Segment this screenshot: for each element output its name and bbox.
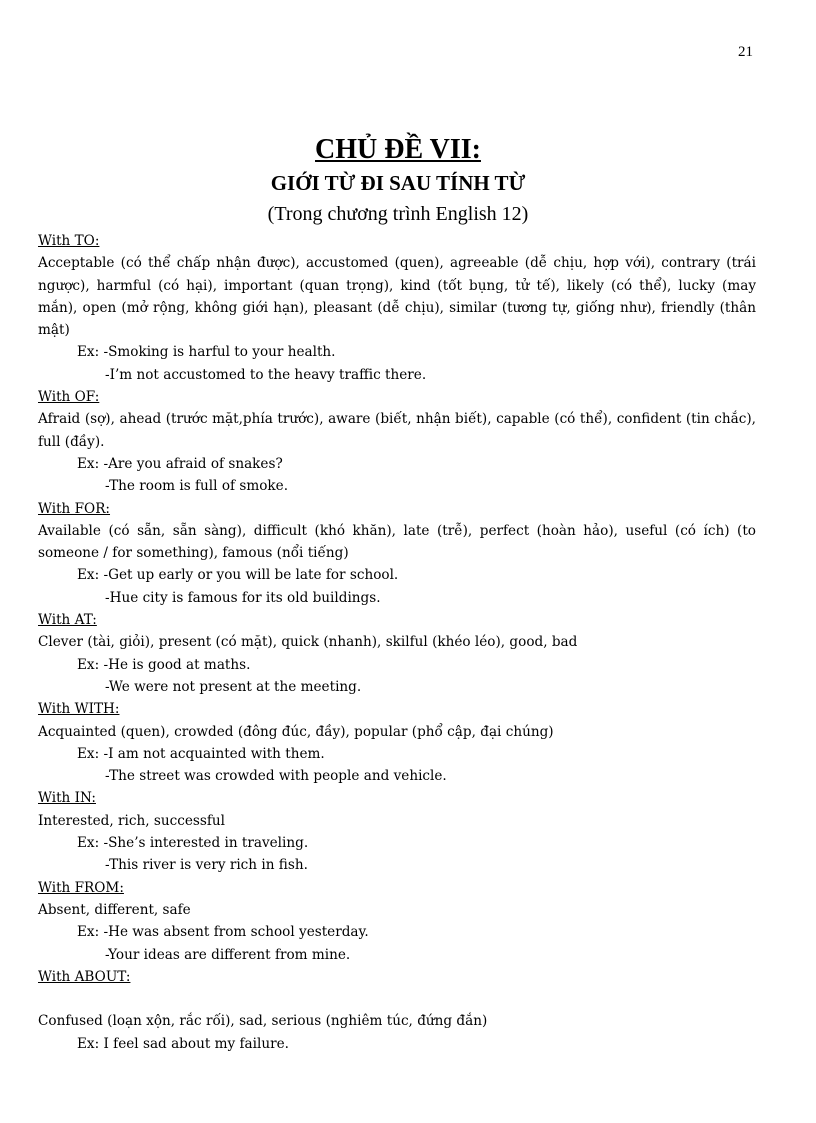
section-heading-with: With WITH:	[38, 701, 120, 718]
section-words-for: Available (có sẵn, sẵn sàng), difficult (khó khăn), late (trễ), perfect (hoàn hảo), useful (có ích) (to someone / for something), famous (nổi tiếng)	[38, 522, 756, 562]
example-line: Ex: -Get up early or you will be late for school.	[77, 567, 399, 584]
example-line: -The street was crowded with people and vehicle.	[105, 768, 447, 785]
example-line: -Hue city is famous for its old buildings.	[105, 589, 381, 606]
section-heading-about: With ABOUT:	[38, 968, 131, 985]
example-line: -I’m not accustomed to the heavy traffic there.	[105, 366, 427, 383]
page-subtitle: GIỚI TỪ ĐI SAU TÍNH TỪ	[270, 171, 526, 195]
section-words-at: Clever (tài, giỏi), present (có mặt), quick (nhanh), skilful (khéo léo), good, bad	[38, 634, 578, 651]
example-line: Ex: -He is good at maths.	[77, 656, 251, 673]
section-heading-in: With IN:	[38, 790, 96, 807]
section-heading-from: With FROM:	[38, 879, 124, 896]
example-line: Ex: -She’s interested in traveling.	[77, 835, 309, 852]
section-heading-of: With OF:	[38, 389, 100, 406]
section-words-from: Absent, different, safe	[38, 901, 191, 918]
page-title: CHỦ ĐỀ VII:	[315, 134, 481, 165]
section-words-with: Acquainted (quen), crowded (đông đúc, đầy), popular (phổ cập, đại chúng)	[38, 723, 554, 740]
document-body	[38, 230, 756, 1055]
section-words-about: Confused (loạn xộn, rắc rối), sad, serious (nghiêm túc, đứng đắn)	[38, 1013, 488, 1030]
page-number: 21	[738, 44, 753, 60]
example-line: -This river is very rich in fish.	[105, 857, 308, 874]
section-heading-to: With TO:	[38, 233, 100, 249]
example-line: Ex: -Are you afraid of snakes?	[77, 455, 283, 472]
example-line: Ex: -I am not acquainted with them.	[77, 745, 325, 762]
example-line: -We were not present at the meeting.	[105, 678, 362, 695]
section-heading-for: With FOR:	[38, 500, 111, 517]
section-heading-at: With AT:	[38, 612, 97, 629]
section-words-in: Interested, rich, successful	[38, 812, 225, 829]
example-line: Ex: -Smoking is harful to your health.	[77, 344, 336, 361]
example-line: -Your ideas are different from mine.	[105, 946, 351, 963]
blank-line	[38, 988, 756, 1010]
example-line: Ex: I feel sad about my failure.	[77, 1035, 289, 1052]
section-words-of: Afraid (sợ), ahead (trước mặt,phía trước), aware (biết, nhận biết), capable (có thể), confident (tin chắc), full (đầy).	[38, 411, 756, 450]
page-subtitle-note: (Trong chương trình English 12)	[267, 203, 529, 225]
section-words-to: Acceptable (có thể chấp nhận được), accustomed (quen), agreeable (dễ chịu, hợp với), contrary (trái ngược), harmful (có hại), important (quan trọng), kind (tốt bụng, tử tế), likely (có thể), lucky (may mắn), open (mở rộng, không giới hạn), pleasant (dễ chịu), similar (tương tự, giống như), friendly (thân mật)	[38, 255, 756, 339]
example-line: Ex: -He was absent from school yesterday.	[77, 924, 369, 941]
example-line: -The room is full of smoke.	[105, 478, 289, 495]
